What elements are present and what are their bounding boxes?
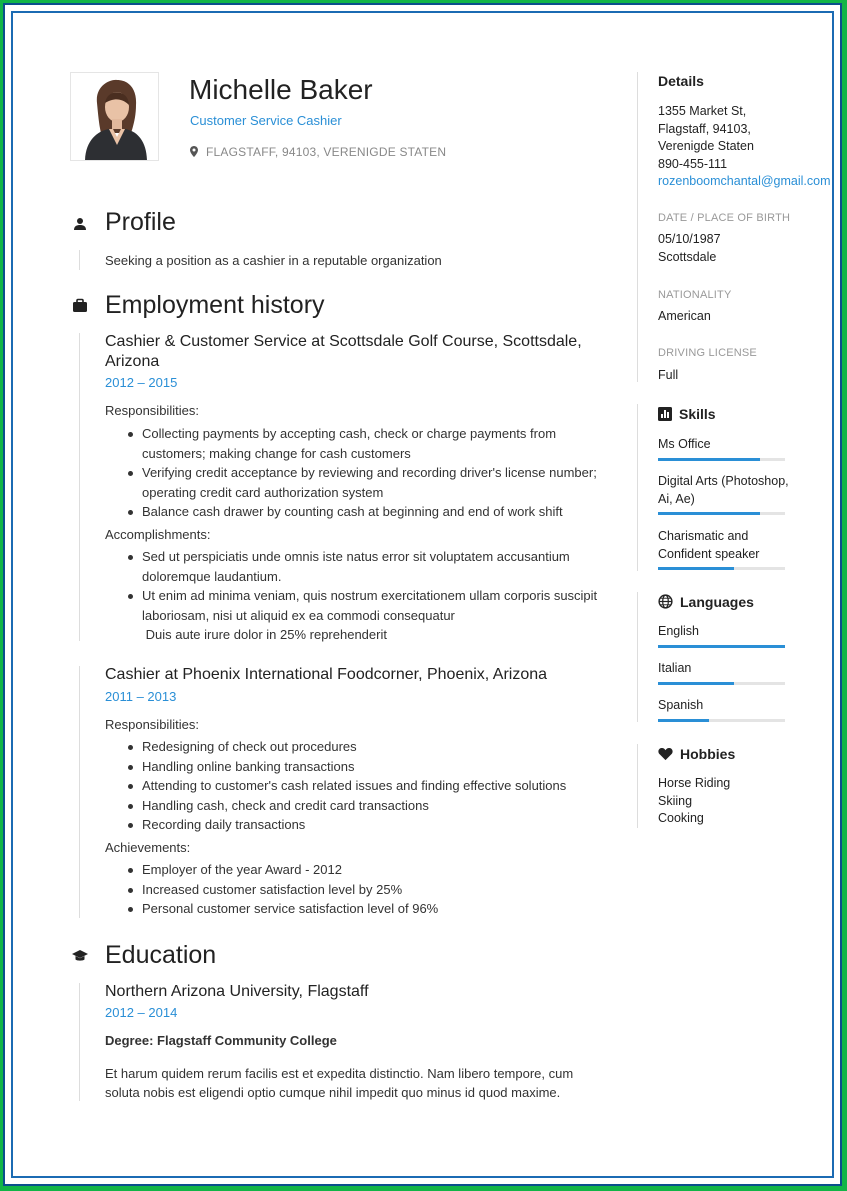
- details-divider: [637, 72, 638, 382]
- skill-bar-fill: [658, 458, 760, 461]
- language-bar-fill: [658, 719, 709, 722]
- job2-ach-label: Achievements:: [105, 840, 191, 855]
- education-desc-line1: Et harum quidem rerum facilis est et expedita distinctio. Nam libero tempore, cum: [105, 1066, 574, 1081]
- list-item: Redesigning of check out procedures: [124, 737, 604, 757]
- details-heading: Details: [658, 73, 704, 89]
- list-item: Verifying credit acceptance by reviewing and recording driver's license number;: [124, 463, 604, 483]
- list-item: Sed ut perspiciatis unde omnis iste natus error sit voluptatem accusantium: [124, 547, 604, 567]
- skill-name-line1: Charismatic and: [658, 529, 749, 543]
- list-item: laboriosam, nisi ut aliquid ex ea commodi consequatur: [142, 607, 455, 623]
- skills-divider: [637, 404, 638, 571]
- job1-title-line1: Cashier & Customer Service at Scottsdale Golf Course, Scottsdale,: [105, 333, 582, 350]
- graduation-cap-icon: [72, 948, 88, 964]
- job2-resp-label: Responsibilities:: [105, 717, 199, 732]
- heart-icon: [658, 747, 673, 761]
- job1-dates: 2012 – 2015: [105, 375, 178, 390]
- skill-bar: [658, 512, 785, 515]
- job1-acc-list: [124, 547, 604, 645]
- skill-bar-fill: [658, 567, 734, 570]
- profile-divider: [79, 250, 80, 270]
- skill-name: [658, 528, 759, 563]
- nationality-label: NATIONALITY: [658, 289, 732, 301]
- skill-name-line1: Digital Arts (Photoshop,: [658, 474, 789, 488]
- job2-ach-list: [124, 860, 604, 919]
- list-item: customers; making change for cash customers: [142, 445, 411, 461]
- education-heading: Education: [105, 941, 217, 969]
- language-bar-fill: [658, 682, 734, 685]
- address-line1: 1355 Market St,: [658, 104, 747, 118]
- language-name: Spanish: [658, 698, 704, 712]
- hobby-item: Skiing: [658, 793, 693, 808]
- education-desc-line2: soluta nobis est eligendi optio cumque nihil impedit quo minus id quod maxime.: [105, 1085, 561, 1100]
- list-item: Balance cash drawer by counting cash at beginning and end of work shift: [124, 502, 604, 522]
- profile-text: Seeking a position as a cashier in a reputable organization: [105, 253, 442, 268]
- location-pin-icon: [190, 146, 198, 157]
- job2-resp-list: [124, 737, 604, 835]
- languages-divider: [637, 592, 638, 722]
- list-item: Recording daily transactions: [124, 815, 604, 835]
- skills-title: Skills: [679, 406, 716, 422]
- hobbies-divider: [637, 744, 638, 828]
- language-name: Italian: [658, 661, 692, 675]
- briefcase-icon: [72, 298, 88, 314]
- dob-label: DATE / PLACE OF BIRTH: [658, 212, 791, 224]
- skill-name-line2: Confident speaker: [658, 546, 760, 561]
- list-item: Ut enim ad minima veniam, quis nostrum exercitationem ullam corporis suscipit: [124, 586, 604, 606]
- language-bar-fill: [658, 645, 785, 648]
- job2-dates: 2011 – 2013: [105, 689, 177, 704]
- license-label: DRIVING LICENSE: [658, 347, 757, 359]
- skills-heading: [658, 406, 716, 422]
- nationality-value: American: [658, 309, 711, 323]
- license-value: Full: [658, 368, 679, 382]
- date-of-birth: 05/10/1987: [658, 232, 721, 246]
- profile-photo: [70, 72, 159, 161]
- list-item: doloremque laudantium.: [142, 568, 282, 584]
- person-icon: [72, 216, 88, 232]
- list-item: Increased customer satisfaction level by 25%: [124, 880, 604, 900]
- job1-resp-list: [124, 424, 604, 522]
- hobbies-title: Hobbies: [680, 746, 736, 762]
- skill-name-line2: Ai, Ae): [658, 491, 695, 506]
- job2-divider: [79, 666, 80, 918]
- location: [190, 145, 446, 159]
- list-item: Personal customer service satisfaction level of 96%: [124, 899, 604, 919]
- candidate-name: Michelle Baker: [189, 74, 373, 105]
- list-item: Attending to customer's cash related issues and finding effective solutions: [124, 776, 604, 796]
- phone-number: 890-455-111: [658, 156, 728, 171]
- profile-heading: Profile: [105, 208, 176, 236]
- list-item: Handling online banking transactions: [124, 757, 604, 777]
- bar-chart-icon: [658, 407, 672, 421]
- job1-divider: [79, 333, 80, 641]
- location-text: FLAGSTAFF, 94103, VERENIGDE STATEN: [206, 145, 447, 159]
- list-item: operating credit card authorization system: [142, 484, 384, 500]
- details-address: [658, 103, 831, 191]
- skill-bar: [658, 567, 785, 570]
- skill-bar-fill: [658, 512, 760, 515]
- skill-bar: [658, 458, 785, 461]
- hobbies-list: [658, 775, 730, 828]
- portrait-image: [71, 73, 159, 161]
- job1-title-line2: Arizona: [105, 353, 160, 370]
- employment-heading: Employment history: [105, 291, 325, 319]
- language-name: English: [658, 624, 699, 638]
- language-bar: [658, 682, 785, 685]
- job2-title: Cashier at Phoenix International Foodcorner, Phoenix, Arizona: [105, 666, 548, 683]
- language-bar: [658, 645, 785, 648]
- skill-name: Ms Office: [658, 437, 711, 451]
- skill-name: [658, 473, 789, 508]
- list-item: Handling cash, check and credit card transactions: [124, 796, 604, 816]
- place-of-birth: Scottsdale: [658, 249, 717, 264]
- job1-title: [105, 332, 582, 372]
- job1-resp-label: Responsibilities:: [105, 403, 199, 418]
- job-title: Customer Service Cashier: [190, 113, 342, 128]
- dob-value: [658, 231, 721, 266]
- hobbies-heading: [658, 746, 735, 762]
- email-link[interactable]: rozenboomchantal@gmail.com: [658, 174, 831, 188]
- address-line3: Verenigde Staten: [658, 139, 754, 153]
- hobby-item: Horse Riding: [658, 776, 731, 790]
- address-line2: Flagstaff, 94103,: [658, 121, 751, 136]
- education-degree: Degree: Flagstaff Community College: [105, 1033, 337, 1048]
- languages-heading: [658, 594, 754, 610]
- list-item: Duis aute irure dolor in 25% reprehenderit: [142, 627, 387, 642]
- list-item: Collecting payments by accepting cash, check or charge payments from: [124, 424, 604, 444]
- languages-title: Languages: [680, 594, 754, 610]
- hobby-item: Cooking: [658, 811, 704, 825]
- education-divider: [79, 983, 80, 1101]
- education-dates: 2012 – 2014: [105, 1005, 178, 1020]
- language-bar: [658, 719, 785, 722]
- education-school: Northern Arizona University, Flagstaff: [105, 983, 369, 1000]
- globe-icon: [658, 594, 673, 609]
- list-item: Employer of the year Award - 2012: [124, 860, 604, 880]
- job1-acc-label: Accomplishments:: [105, 527, 211, 542]
